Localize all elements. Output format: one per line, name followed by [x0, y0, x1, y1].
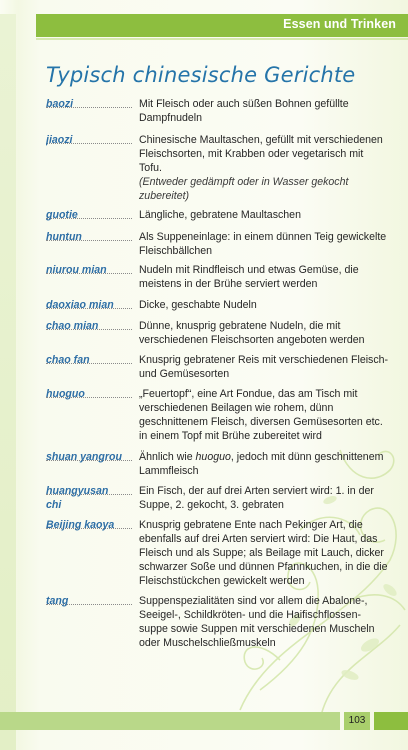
entry-definition: Nudeln mit Rindfleisch und etwas Gemüse, die meistens in der Brühe serviert werden	[139, 264, 359, 290]
definition-text: Ähnlich wie	[139, 451, 196, 463]
entry-term: huoguo	[46, 388, 85, 400]
section-header	[36, 14, 408, 37]
footer-bar	[0, 712, 340, 730]
page-title: Typisch chinesische Gerichte	[46, 63, 356, 87]
entry-definition: Ein Fisch, der auf drei Arten serviert wird: 1. in der Suppe, 2. gekocht, 3. gebraten	[139, 485, 374, 511]
entry-term: niurou mian	[46, 264, 107, 276]
entry-definition: Knusprig gebratener Reis mit verschiedenen Fleisch- und Gemüsesorten	[139, 354, 389, 380]
entry-definition: Als Suppeneinlage: in einem dünnen Teig gewickelte Fleischbällchen	[139, 231, 387, 257]
entry-term: chao fan	[46, 354, 90, 366]
entry-term: shuan yangrou	[46, 451, 122, 463]
definition-emphasis: huoguo	[195, 451, 231, 463]
entry-term: guotie	[46, 209, 78, 221]
header-divider	[36, 38, 408, 40]
entry-term: jiaozi	[46, 134, 73, 146]
entry-term: tang	[46, 595, 69, 607]
definition-text: , jedoch mit dünn geschnittenem Lammfleisch	[139, 451, 384, 477]
entry-definition: Knusprig gebratene Ente nach Pekinger Art, die ebenfalls auf drei Arten serviert wird: Die Haut, das Fleisch und als Suppe; als Beilage mit Lauch, dicker schwarzer Soße und dünnen Pfannkuchen, in die die Fleischstückchen gewickelt werden	[139, 519, 388, 587]
left-margin-band	[0, 14, 16, 750]
entry-term: huntun	[46, 231, 82, 243]
entry-term: Beijing kaoya	[46, 519, 115, 531]
term-line: chi	[46, 499, 62, 511]
entry-term: daoxiao mian	[46, 299, 114, 311]
entry-definition: Dünne, knusprig gebratene Nudeln, die mit verschiedenen Fleischsorten angeboten werden	[139, 320, 365, 346]
term-line: huangyusan	[46, 485, 109, 497]
section-title: Essen und Trinken	[283, 17, 396, 31]
entry-term: baozi	[46, 98, 74, 110]
entry-definition: Mit Fleisch oder auch süßen Bohnen gefüllte Dampfnudeln	[139, 98, 349, 124]
definition-text: Chinesische Maultaschen, gefüllt mit verschiedenen Fleischsorten, mit Krabben oder vegetarisch mit Tofu.	[139, 134, 383, 174]
definition-note: (Entweder gedämpft oder in Wasser gekocht zubereitet)	[139, 176, 349, 202]
entry-definition	[139, 133, 389, 203]
entry-term	[46, 484, 132, 512]
entry-term: chao mian	[46, 320, 99, 332]
entry-definition: „Feuertopf“, eine Art Fondue, das am Tisch mit verschiedenen Beilagen wie rohem, dünn geschnittenem Fleisch, diversen Gemüsesorten etc. in einem Topf mit Brühe zubereitet wird	[139, 388, 383, 442]
entry-definition	[139, 450, 389, 478]
entry-definition: Dicke, geschabte Nudeln	[139, 299, 257, 311]
entry-definition: Suppenspezialitäten sind vor allem die Abalone-, Seeigel-, Schildkröten- und die Haifischflossen-suppe sowie Suppen mit verschiedenen Muscheln oder Muschelschließmuskeln	[139, 595, 375, 649]
entry-definition: Längliche, gebratene Maultaschen	[139, 209, 301, 221]
page-number: 103	[344, 712, 370, 730]
footer-accent	[374, 712, 408, 730]
